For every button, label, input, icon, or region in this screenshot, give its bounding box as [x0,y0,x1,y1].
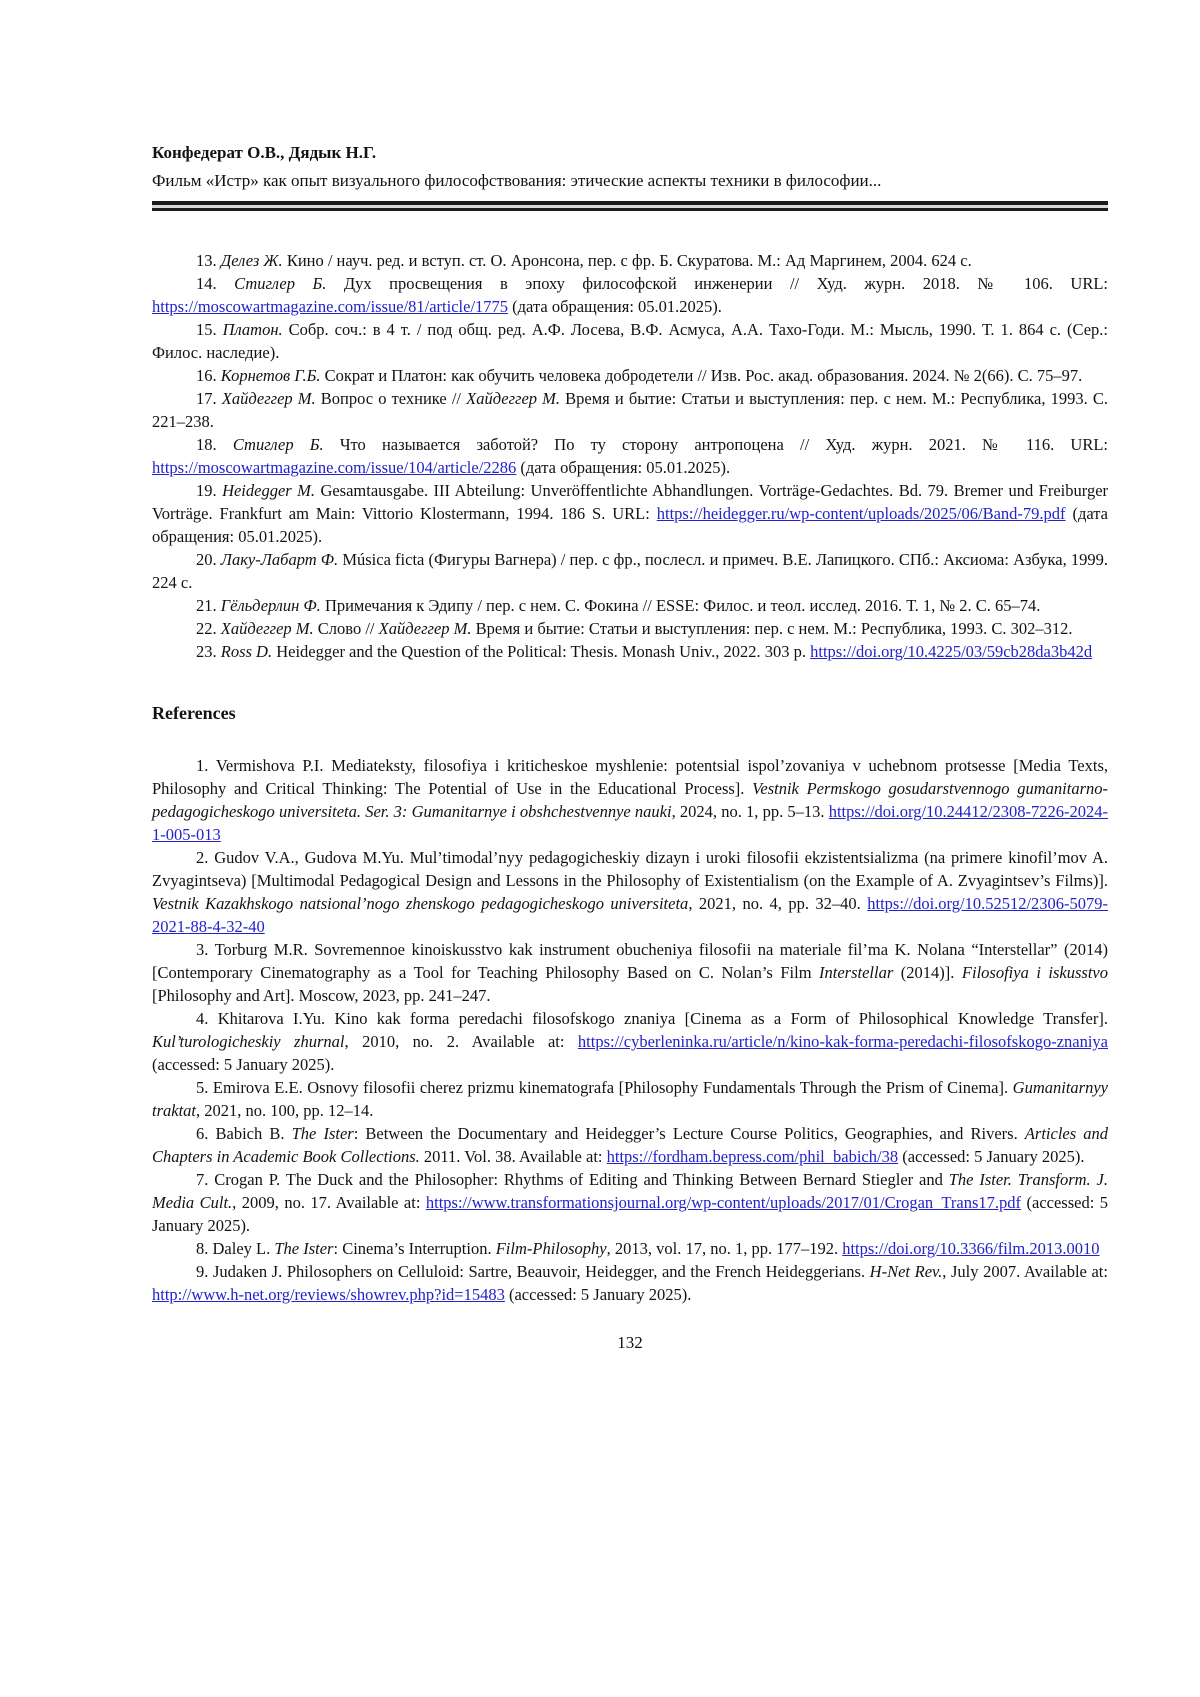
reference-italic-text: Хайдеггер М. [466,389,561,408]
reference-text: Что называется заботой? По ту сторону антропоцена // Худ. журн. 2021. № 116. URL: [323,435,1109,454]
reference-item [152,1007,1108,1076]
reference-italic-text: Ross D. [220,642,273,661]
reference-text: : Between the Documentary and Heidegger’s Lecture Course Politics, Geographies, and Rivers. [353,1124,1025,1143]
reference-italic-text: Стиглер Б. [232,435,324,454]
reference-italic-text: Стиглер Б. [234,274,327,293]
reference-italic-text: Хайдеггер М. [220,619,314,638]
reference-item [152,272,1108,318]
reference-italic-text: H-Net Rev. [869,1262,943,1281]
reference-text: 9. Judaken J. Philosophers on Celluloid: Sartre, Beauvoir, Heidegger, and the French Heideggerians. [196,1262,870,1281]
reference-text: Сократ и Платон: как обучить человека добродетели // Изв. Рос. акад. образования. 2024. № 2(66). С. 75–97. [320,366,1083,385]
reference-text: 17. [196,389,222,408]
reference-italic-text: Лаку-Лабарт Ф. [220,550,339,569]
reference-link[interactable]: https://moscowartmagazine.com/issue/81/article/1775 [152,297,509,316]
reference-link[interactable]: https://heidegger.ru/wp-content/uploads/2025/06/Band-79.pdf [656,504,1066,523]
reference-text: (дата обращения: 05.01.2025). [516,458,731,477]
reference-link[interactable]: https://doi.org/10.24412/2308-7226-2024-1-005-013 [152,802,1108,844]
reference-item [152,754,1108,846]
reference-italic-text: Делез Ж. [220,251,283,270]
reference-text: (2014)]. [893,963,962,982]
reference-italic-text: Гёльдерлин Ф. [220,596,321,615]
header-double-rule [152,201,1108,211]
reference-link[interactable]: https://moscowartmagazine.com/issue/104/article/2286 [152,458,517,477]
reference-item [152,433,1108,479]
reference-item [152,1076,1108,1122]
reference-item [152,318,1108,364]
reference-link[interactable]: https://www.transformationsjournal.org/wp-content/uploads/2017/01/Crogan_Trans17.pdf [425,1193,1022,1212]
reference-text: 13. [196,251,221,270]
reference-text: Heidegger and the Question of the Political: Thesis. Monash Univ., 2022. 303 p. [272,642,811,661]
reference-item [152,548,1108,594]
reference-text: 8. Daley L. [196,1239,275,1258]
reference-text: Вопрос о технике // [315,389,467,408]
russian-references-list [152,249,1108,663]
reference-italic-text: Vestnik Permskogo gosudarstvennogo gumanitarno-pedagogicheskogo universiteta. Ser. 3: Gumanitarnye i obshchestvennye nauki [152,779,1108,821]
reference-text: 5. Emirova E.E. Osnovy filosofii cherez prizmu kinematografa [Philosophy Fundamentals Through the Prism of Cinema]. [196,1078,1013,1097]
page-body [152,249,1108,1306]
header-authors: Конфедерат О.В., Дядык Н.Г. [152,143,377,162]
reference-text: : Cinema’s Interruption. [333,1239,496,1258]
reference-italic-text: Хайдеггер М. [221,389,316,408]
reference-text: Время и бытие: Статьи и выступления: пер. с нем. М.: Республика, 1993. С. 221–238. [152,389,1108,431]
reference-text: 18. [196,435,233,454]
reference-text: , 2009, no. 17. Available at: [232,1193,426,1212]
reference-text: Дух просвещения в эпоху философской инженерии // Худ. журн. 2018. № 106. URL: [326,274,1108,293]
reference-italic-text: The Ister [274,1239,334,1258]
reference-text: 21. [196,596,221,615]
reference-italic-text: Filosofiya i iskusstvo [961,963,1108,982]
reference-italic-text: Heidegger M. [222,481,316,500]
reference-item [152,1168,1108,1237]
reference-text: , 2021, no. 100, pp. 12–14. [196,1101,374,1120]
references-heading: References [152,703,236,723]
reference-italic-text: Film-Philosophy [495,1239,607,1258]
page-number: 132 [617,1333,643,1352]
reference-italic-text: Хайдеггер М. [378,619,472,638]
reference-item [152,938,1108,1007]
page-footer [152,1332,1108,1354]
reference-item [152,846,1108,938]
reference-item [152,617,1108,640]
reference-text: 16. [196,366,221,385]
reference-italic-text: The Ister. Transform. J. Media Cult. [152,1170,1108,1212]
reference-text: 1. Vermishova P.I. Mediateksty, filosofiya i kriticheskoe myshlenie: potentsial ispol’zovaniya v uchebnom protsesse [Media Texts, Philosophy and Critical Thinking: The Potential of Use in the Educational Process]. [152,756,1108,798]
reference-item [152,1122,1108,1168]
reference-item [152,594,1108,617]
reference-text: Время и бытие: Статьи и выступления: пер. с нем. М.: Республика, 1993. С. 302–312. [471,619,1073,638]
reference-item [152,479,1108,548]
reference-text: 3. Torburg M.R. Sovremennoe kinoiskusstvo kak instrument obucheniya filosofii na materiale fil’ma K. Nolana “Interstellar” (2014) [Contemporary Cinematography as a Tool for Teaching Philosophy Based on C. Nolan’s Film [152,940,1108,982]
reference-text: (дата обращения: 05.01.2025). [508,297,722,316]
reference-text: 19. [196,481,223,500]
reference-text: , 2013, vol. 17, no. 1, pp. 177–192. [606,1239,843,1258]
reference-italic-text: Платон. [222,320,283,339]
reference-italic-text: Kul’turologicheskiy zhurnal [152,1032,345,1051]
reference-text: , July 2007. Available at: [942,1262,1108,1281]
reference-text: (дата обращения: 05.01.2025). [152,504,1108,546]
english-references-list [152,754,1108,1306]
reference-item [152,387,1108,433]
reference-italic-text: The Ister [291,1124,354,1143]
reference-link[interactable]: https://cyberleninka.ru/article/n/kino-kak-forma-peredachi-filosofskogo-znaniya [577,1032,1109,1051]
reference-text: [Philosophy and Art]. Moscow, 2023, pp. 241–247. [152,986,491,1005]
reference-text: 4. Khitarova I.Yu. Kino kak forma peredachi filosofskogo znaniya [Cinema as a Form of Philosophical Knowledge Transfer]. [196,1009,1108,1028]
reference-item [152,1260,1108,1306]
reference-italic-text: Interstellar [819,963,894,982]
reference-text: 7. Crogan P. The Duck and the Philosopher: Rhythms of Editing and Thinking Between Bernard Stiegler and [196,1170,949,1189]
reference-item [152,249,1108,272]
reference-text: Кино / науч. ред. и вступ. ст. О. Аронсона, пер. с фр. Б. Скуратова. М.: Ад Маргинем, 2004. 624 с. [282,251,972,270]
reference-link[interactable]: https://fordham.bepress.com/phil_babich/38 [606,1147,899,1166]
reference-italic-text: Vestnik Kazakhskogo natsional’nogo zhenskogo pedagogicheskogo universiteta [152,894,689,913]
reference-text: (accessed: 5 January 2025). [898,1147,1085,1166]
reference-item [152,640,1108,663]
reference-text: Gesamtausgabe. III Abteilung: Unveröffentlichte Abhandlungen. Vorträge-Gedachtes. Bd. 79. Bremer und Freiburger Vorträge. Frankfurt am Main: Vittorio Klostermann, 1994. 186 S. URL: [152,481,1109,523]
reference-italic-text: Корнетов Г.Б. [220,366,321,385]
reference-text: (accessed: 5 January 2025). [504,1285,692,1304]
reference-text: , 2010, no. 2. Available at: [344,1032,578,1051]
reference-text: (accessed: 5 January 2025). [152,1055,335,1074]
reference-text: 22. [196,619,221,638]
reference-item [152,364,1108,387]
page-header [152,142,1108,211]
reference-text: Примечания к Эдипу / пер. с нем. С. Фокина // ESSE: Филос. и теол. исслед. 2016. Т. 1, № 2. С. 65–74. [320,596,1041,615]
reference-link[interactable]: http://www.h-net.org/reviews/showrev.php?id=15483 [152,1285,505,1304]
reference-text: , 2024, no. 1, pp. 5–13. [671,802,829,821]
reference-text: 2011. Vol. 38. Available at: [419,1147,607,1166]
header-running-title: Фильм «Истр» как опыт визуального философствования: этические аспекты техники в философии... [152,171,882,190]
reference-text: Música ficta (Фигуры Вагнера) / пер. с фр., послесл. и примеч. В.Е. Лапицкого. СПб.: Аксиома: Азбука, 1999. 224 с. [152,550,1108,592]
reference-text: Слово // [313,619,379,638]
reference-text: 6. Babich B. [196,1124,292,1143]
reference-italic-text: Articles and Chapters in Academic Book Collections. [152,1124,1109,1166]
reference-text: 2. Gudov V.A., Gudova M.Yu. Mul’timodal’nyy pedagogicheskiy dizayn i uroki filosofii ekzistentsializma (na primere kinofil’mov A. Zvyagintseva) [Multimodal Pedagogical Design and Lessons in the Philosophy of Existentialism (on the Example of A. Zvyagintsev’s Films)]. [152,848,1108,890]
reference-link[interactable]: https://doi.org/10.52512/2306-5079-2021-88-4-32-40 [152,894,1109,936]
reference-item [152,1237,1108,1260]
reference-text: 20. [196,550,221,569]
reference-link[interactable]: https://doi.org/10.4225/03/59cb28da3b42d [810,642,1093,661]
reference-text: 15. [196,320,223,339]
reference-text: Собр. соч.: в 4 т. / под общ. ред. А.Ф. Лосева, В.Ф. Асмуса, А.А. Тахо-Годи. М.: Мысль, 1990. Т. 1. 864 с. (Сер.: Филос. наследие). [152,320,1109,362]
reference-text: 14. [196,274,235,293]
reference-text: 23. [196,642,221,661]
reference-italic-text: Gumanitarnyy traktat [152,1078,1108,1120]
reference-text: (accessed: 5 January 2025). [152,1193,1108,1235]
reference-text: , 2021, no. 4, pp. 32–40. [688,894,868,913]
reference-link[interactable]: https://doi.org/10.3366/film.2013.0010 [842,1239,1100,1258]
